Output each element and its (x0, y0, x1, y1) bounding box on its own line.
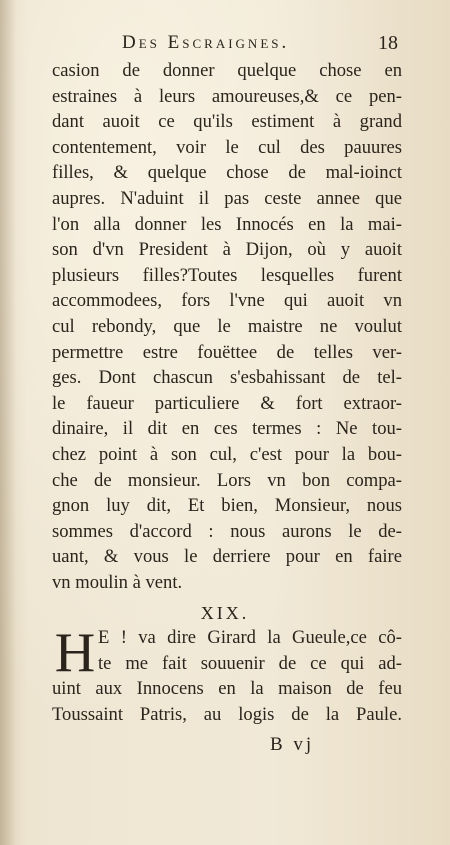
text-line: dinaire, il dit en ces termes : Ne tou- (52, 418, 402, 440)
text-line: casion de donner quelque chose en (52, 60, 402, 81)
page-header (0, 32, 450, 60)
text-line: permettre estre fouëttee de telles ver- (52, 341, 402, 363)
text-line: gnon luy dit, Et bien, Monsieur, nous (52, 495, 402, 517)
text-line: plusieurs filles?Toutes lesquelles furent (52, 264, 402, 286)
text-line: che de monsieur. Lors vn bon compa- (52, 469, 402, 491)
text-line: le faueur particuliere & fort extraor- (52, 392, 402, 414)
text-line: Toussaint Patris, au logis de la Paule. (52, 703, 402, 725)
text-line: te me fait souuenir de ce qui ad- (98, 652, 402, 674)
text-line: vn moulin à vent. (52, 571, 183, 593)
text-line: aupres. N'aduint il pas ceste annee que (52, 187, 402, 209)
text-line: accommodees, fors l'vne qui auoit vn (52, 290, 402, 312)
text-line: uint aux Innocens en la maison de feu (52, 678, 402, 700)
drop-cap: H (54, 622, 96, 684)
text-line: estraines à leurs amoureuses,& ce pen- (52, 85, 402, 107)
text-line: filles, & quelque chose de mal-ioinct (52, 162, 402, 184)
page-number: 18 (378, 32, 398, 54)
section-xix (52, 622, 402, 727)
text-line: sommes d'accord : nous aurons le de- (52, 520, 402, 542)
section-number: XIX. (200, 603, 250, 623)
signature-mark: B vj (270, 734, 315, 755)
text-line: ges. Dont chascun s'esbahissant de tel- (52, 367, 402, 389)
text-line: chez point à son cul, c'est pour la bou- (52, 443, 402, 465)
text-line: E ! va dire Girard la Gueule,ce cô- (98, 627, 402, 648)
running-head: Des Escraignes. (122, 32, 290, 53)
text-line: cul rebondy, que le maistre ne voulut (52, 315, 402, 337)
text-line: dant auoit ce qu'ils estiment à grand (52, 111, 402, 133)
body-text (52, 58, 402, 595)
gutter-shadow (0, 0, 16, 845)
text-line: son d'vn President à Dijon, où y auoit (52, 239, 402, 261)
text-line: contentement, voir le cul des pauures (52, 136, 402, 158)
text-line: uant, & vous le derriere pour en faire (52, 546, 402, 568)
text-line: l'on alla donner les Innocés en la mai- (52, 213, 402, 235)
